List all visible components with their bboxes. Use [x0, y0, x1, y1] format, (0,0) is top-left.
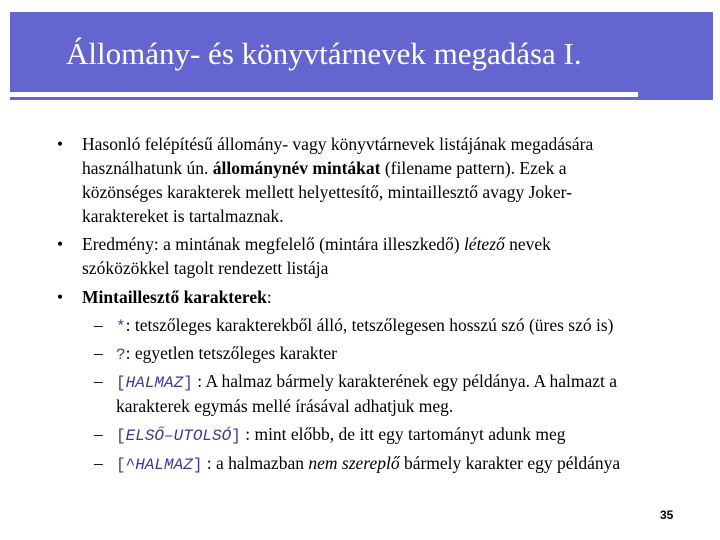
- text: nevek: [504, 234, 551, 254]
- text: (filename pattern). Ezek a: [380, 158, 567, 178]
- code: ]: [192, 456, 203, 474]
- dash-marker: –: [94, 424, 103, 444]
- code: ]: [231, 427, 241, 445]
- code: ]: [183, 374, 193, 392]
- text: Eredmény: a mintának megfelelő (mintára illeszkedő): [82, 234, 464, 254]
- text: : mint előbb, de itt egy tartományt adunk meg: [240, 424, 566, 444]
- dash-marker: –: [94, 453, 103, 473]
- bullet-2-line-1: [82, 232, 551, 256]
- emphasis: létező: [463, 234, 505, 254]
- text: :: [266, 287, 272, 307]
- text: : tetszőleges karakterekből álló, tetszőlegesen hosszú szó (üres szó is): [125, 315, 614, 335]
- text: : a halmazban: [202, 453, 309, 473]
- bullet-1-line-3: közönséges karakterek mellett helyettesítő, mintaillesztő avagy Joker-: [82, 182, 572, 202]
- dash-marker: –: [94, 343, 103, 363]
- text: használhatunk ún.: [82, 158, 213, 178]
- sub-item-5: [116, 451, 620, 477]
- slide-title: Állomány- és könyvtárnevek megadása I.: [66, 36, 582, 71]
- code: ?: [116, 346, 126, 364]
- text: bármely karakter egy példánya: [399, 453, 621, 473]
- sub-item-2: [116, 341, 337, 367]
- dash-marker: –: [94, 371, 103, 391]
- bullet-1-line-4: karaktereket is tartalmaznak.: [82, 206, 284, 226]
- bullet-marker: •: [57, 287, 64, 307]
- code: [: [116, 427, 126, 445]
- bullet-marker: •: [57, 134, 64, 154]
- dash-marker: –: [94, 315, 103, 335]
- code: [: [116, 374, 126, 392]
- code: ELSŐ–UTOLSÓ: [125, 427, 232, 445]
- bullet-1-line-2: [82, 156, 567, 180]
- sub-item-4: [116, 422, 566, 448]
- bullet-marker: •: [57, 234, 64, 254]
- bullet-2-line-2: szóközökkel tagolt rendezett listája: [82, 258, 329, 278]
- bullet-1-line-1: Hasonló felépítésű állomány- vagy könyvtárnevek listájának megadására: [82, 134, 594, 154]
- text: : egyetlen tetszőleges karakter: [125, 343, 337, 363]
- bullet-3-line-1: [82, 285, 272, 309]
- code: HALMAZ: [135, 456, 193, 474]
- emphasis: Mintaillesztő karakterek: [82, 287, 267, 307]
- code: [^: [116, 456, 136, 474]
- code: *: [116, 318, 126, 336]
- sub-item-3-line-2: karakterek egymás mellé írásával adhatjuk meg.: [116, 396, 454, 416]
- sub-item-3: [116, 369, 617, 395]
- emphasis: állománynév mintákat: [212, 158, 381, 178]
- emphasis: nem szereplő: [308, 453, 400, 473]
- sub-item-1: [116, 313, 614, 339]
- text: : A halmaz bármely karakterének egy példánya. A halmazt a: [192, 371, 618, 391]
- page-number: 35: [660, 508, 674, 522]
- code: HALMAZ: [125, 374, 184, 392]
